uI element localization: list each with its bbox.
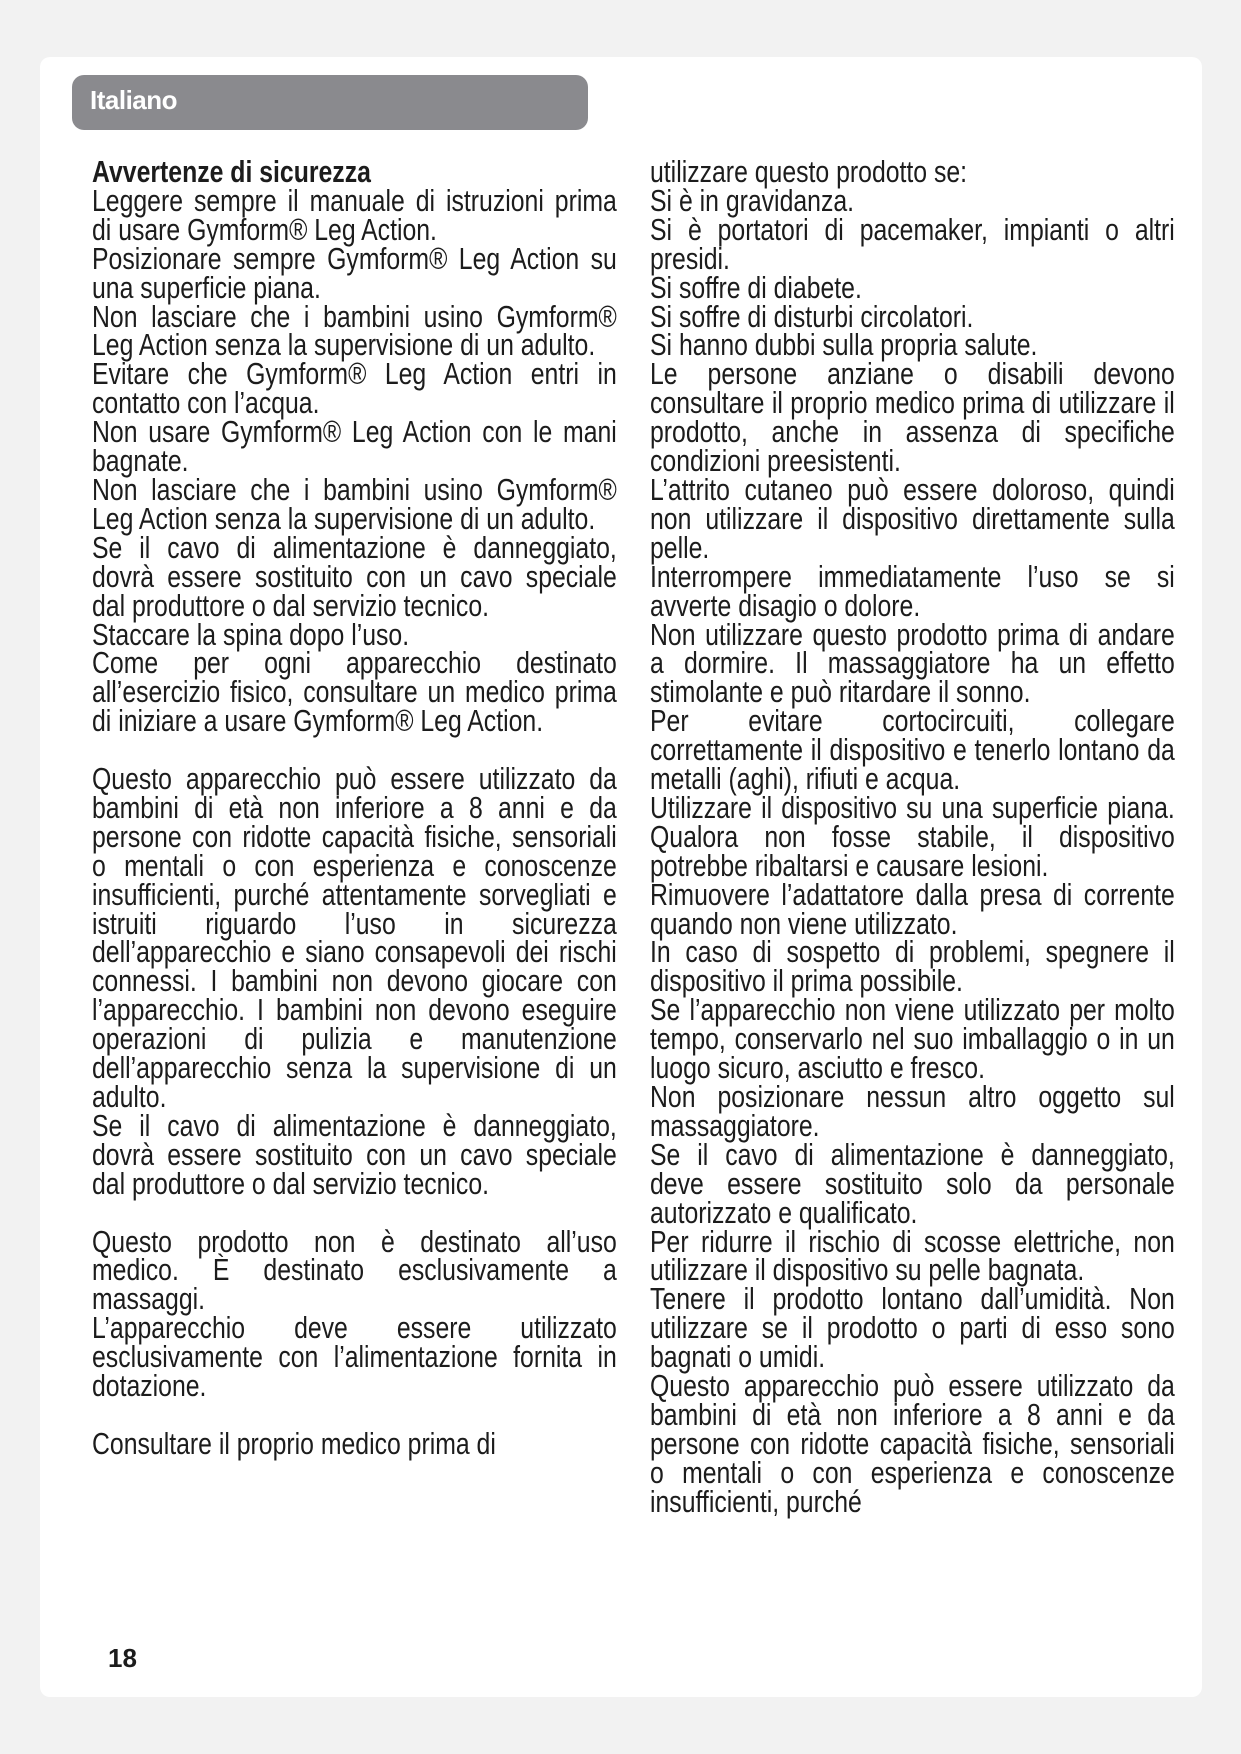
paragraph: In caso di sospetto di problemi, spegnere il dispositivo il prima possibile.: [650, 934, 1175, 999]
paragraph: Se il cavo di alimentazione è danneggiato, dovrà essere sostituito con un cavo speciale dal produttore o dal servizio tecnico.: [92, 529, 617, 623]
paragraph: Questo prodotto non è destinato all’uso medico. È destinato esclusivamente a massaggi.: [92, 1223, 617, 1317]
paragraph: Se il cavo di alimentazione è danneggiato, dovrà essere sostituito con un cavo speciale dal produttore o dal servizio tecnico.: [92, 1107, 617, 1201]
left-column: [92, 154, 617, 1461]
paragraph: Leggere sempre il manuale di istruzioni prima di usare Gymform® Leg Action.: [92, 182, 617, 247]
language-label: Italiano: [90, 85, 178, 115]
paragraph: Interrompere immediatamente l’uso se si avverte disagio o dolore.: [650, 558, 1175, 623]
paragraph: Evitare che Gymform® Leg Action entri in contatto con l’acqua.: [92, 356, 617, 421]
paragraph: Se il cavo di alimentazione è danneggiato, deve essere sostituito solo da personale autorizzato e qualificato.: [650, 1136, 1175, 1230]
paragraph: Utilizzare il dispositivo su una superficie piana. Qualora non fosse stabile, il dispositivo potrebbe ribaltarsi e causare lesioni.: [650, 789, 1175, 883]
paragraph: Come per ogni apparecchio destinato all’esercizio fisico, consultare un medico prima di iniziare a usare Gymform® Leg Action.: [92, 645, 617, 739]
paragraph: Se l’apparecchio non viene utilizzato per molto tempo, conservarlo nel suo imballaggio o in un luogo sicuro, asciutto e fresco.: [650, 992, 1175, 1086]
paragraph: Rimuovere l’adattatore dalla presa di corrente quando non viene utilizzato.: [650, 876, 1175, 941]
paragraph: Non usare Gymform® Leg Action con le mani bagnate.: [92, 414, 617, 479]
paragraph: L’apparecchio deve essere utilizzato esclusivamente con l’alimentazione fornita in dotazione.: [92, 1310, 617, 1404]
paragraph: Non lasciare che i bambini usino Gymform® Leg Action senza la supervisione di un adulto.: [92, 471, 617, 536]
paragraph: Per evitare cortocircuiti, collegare correttamente il dispositivo e tenerlo lontano da metalli (aghi), rifiuti e acqua.: [650, 703, 1175, 797]
page-number: 18: [108, 1643, 137, 1673]
paragraph: Si soffre di disturbi circolatori.: [650, 298, 974, 334]
paragraph: Si è in gravidanza.: [650, 182, 855, 218]
paragraph: Le persone anziane o disabili devono consultare il proprio medico prima di utilizzare il prodotto, anche in assenza di specifiche condizioni preesistenti.: [650, 356, 1175, 479]
paragraph: Non lasciare che i bambini usino Gymform® Leg Action senza la supervisione di un adulto.: [92, 298, 617, 363]
paragraph: Non posizionare nessun altro oggetto sul massaggiatore.: [650, 1079, 1175, 1143]
paragraph: Per ridurre il rischio di scosse elettriche, non utilizzare il dispositivo su pelle bagnata.: [650, 1223, 1175, 1288]
paragraph: Si hanno dubbi sulla propria salute.: [650, 327, 1038, 363]
section-heading: Avvertenze di sicurezza: [92, 154, 371, 189]
paragraph: Questo apparecchio può essere utilizzato da bambini di età non inferiore a 8 anni e da persone con ridotte capacità fisiche, sensoriali o mentali o con esperienza e conoscenze insufficienti, purché attentamente sorvegliati e istruiti riguardo l’uso in sicurezza dell’apparecchio e siano consapevoli dei rischi connessi. I bambini non devono giocare con l’apparecchio. I bambini non devono eseguire operazioni di pulizia e manutenzione dell’apparecchio senza la supervisione di un adulto.: [92, 761, 617, 1114]
paragraph: utilizzare questo prodotto se:: [650, 154, 968, 189]
paragraph: Posizionare sempre Gymform® Leg Action su una superficie piana.: [92, 240, 617, 305]
paragraph: L’attrito cutaneo può essere doloroso, quindi non utilizzare il dispositivo direttamente sulla pelle.: [650, 471, 1175, 565]
paragraph: Si è portatori di pacemaker, impianti o altri presidi.: [650, 211, 1175, 276]
paragraph: Questo apparecchio può essere utilizzato da bambini di età non inferiore a 8 anni e da persone con ridotte capacità fisiche, sensoriali o mentali o con esperienza e conoscenze insufficienti, purché: [650, 1368, 1175, 1519]
paragraph: Consultare il proprio medico prima di: [92, 1425, 496, 1461]
paragraph: Tenere il prodotto lontano dall’umidità. Non utilizzare se il prodotto o parti di esso sono bagnati o umidi.: [650, 1281, 1175, 1375]
paragraph: Staccare la spina dopo l’uso.: [92, 616, 410, 652]
right-column: [650, 154, 1175, 1519]
language-tab: [72, 75, 588, 130]
paragraph: Si soffre di diabete.: [650, 269, 862, 305]
paragraph: Non utilizzare questo prodotto prima di andare a dormire. Il massaggiatore ha un effetto stimolante e può ritardare il sonno.: [650, 616, 1175, 710]
